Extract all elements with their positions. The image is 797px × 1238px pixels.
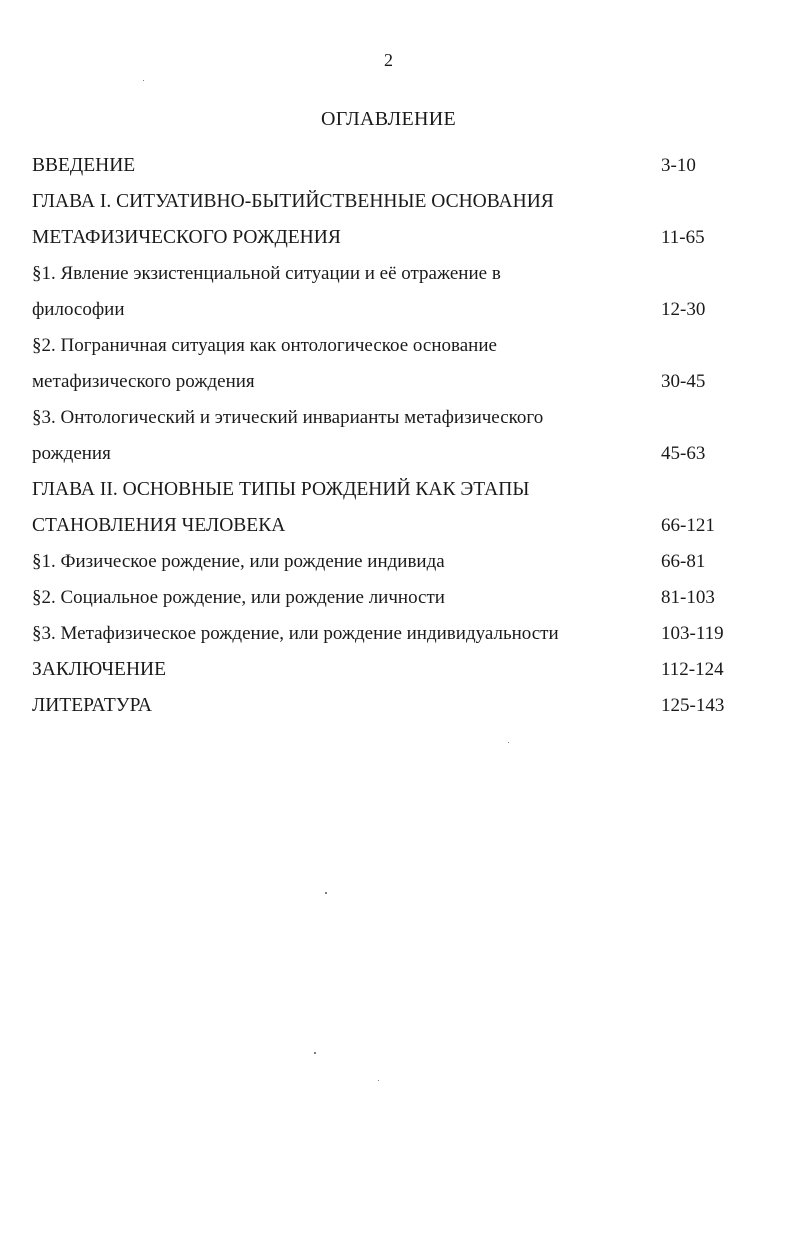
toc-entry-chapter-1 bbox=[32, 184, 732, 220]
scan-speck bbox=[314, 1052, 316, 1054]
toc-entry-text: §1. Физическое рождение, или рождение индивида bbox=[32, 551, 445, 572]
toc-entry-text: ЗАКЛЮЧЕНИЕ bbox=[32, 659, 167, 680]
toc-entry-chapter-2-cont bbox=[32, 508, 732, 544]
toc-entry-section-1-2 bbox=[32, 328, 732, 364]
toc-entry-introduction bbox=[32, 148, 732, 184]
scan-speck bbox=[325, 892, 327, 894]
toc-entry-pages: 81-103 bbox=[661, 587, 715, 608]
toc-entry-chapter-1-cont bbox=[32, 220, 732, 256]
toc-entry-pages: 66-121 bbox=[661, 515, 715, 536]
toc-entry-pages: 125-143 bbox=[661, 695, 725, 716]
toc-entry-text: метафизического рождения bbox=[32, 371, 255, 392]
page-number: 2 bbox=[384, 50, 393, 70]
toc-entry-text: рождения bbox=[32, 443, 111, 464]
toc-entry-text: философии bbox=[32, 299, 125, 320]
toc-entry-section-1-1-cont bbox=[32, 292, 732, 328]
toc-entry-pages: 11-65 bbox=[661, 227, 705, 248]
toc-entry-text: МЕТАФИЗИЧЕСКОГО РОЖДЕНИЯ bbox=[32, 227, 341, 248]
toc-entry-pages: 3-10 bbox=[661, 155, 696, 176]
toc-entry-pages: 103-119 bbox=[661, 623, 724, 644]
toc-entry-text: §1. Явление экзистенциальной ситуации и её отражение в bbox=[32, 263, 501, 284]
toc-entry-text: СТАНОВЛЕНИЯ ЧЕЛОВЕКА bbox=[32, 515, 286, 536]
toc-entry-section-1-3-cont bbox=[32, 436, 732, 472]
scan-speck bbox=[143, 80, 144, 81]
toc-entry-text: ЛИТЕРАТУРА bbox=[32, 695, 152, 716]
toc-entry-conclusion bbox=[32, 652, 732, 688]
toc-entry-pages: 66-81 bbox=[661, 551, 706, 572]
toc-entry-text: ГЛАВА I. СИТУАТИВНО-БЫТИЙСТВЕННЫЕ ОСНОВАНИЯ bbox=[32, 191, 554, 212]
toc-entry-chapter-2 bbox=[32, 472, 732, 508]
toc-entry-text: ВВЕДЕНИЕ bbox=[32, 155, 136, 176]
page-title: ОГЛАВЛЕНИЕ bbox=[321, 108, 456, 130]
toc-entry-section-1-2-cont bbox=[32, 364, 732, 400]
toc-entry-pages: 12-30 bbox=[661, 299, 706, 320]
toc-entry-pages: 30-45 bbox=[661, 371, 706, 392]
table-of-contents bbox=[32, 148, 732, 724]
toc-entry-section-1-1 bbox=[32, 256, 732, 292]
toc-entry-section-2-2 bbox=[32, 580, 732, 616]
scan-speck bbox=[378, 1080, 379, 1081]
toc-entry-literature bbox=[32, 688, 732, 724]
toc-entry-text: ГЛАВА II. ОСНОВНЫЕ ТИПЫ РОЖДЕНИЙ КАК ЭТАПЫ bbox=[32, 479, 530, 500]
toc-entry-pages: 45-63 bbox=[661, 443, 706, 464]
toc-entry-section-2-3 bbox=[32, 616, 732, 652]
toc-entry-text: §2. Пограничная ситуация как онтологическое основание bbox=[32, 335, 497, 356]
toc-entry-text: §3. Онтологический и этический инварианты метафизического bbox=[32, 407, 544, 428]
toc-entry-text: §3. Метафизическое рождение, или рождение индивидуальности bbox=[32, 623, 559, 644]
toc-entry-pages: 112-124 bbox=[661, 659, 724, 680]
toc-entry-text: §2. Социальное рождение, или рождение личности bbox=[32, 587, 445, 608]
toc-entry-section-2-1 bbox=[32, 544, 732, 580]
toc-entry-section-1-3 bbox=[32, 400, 732, 436]
scan-speck bbox=[508, 742, 509, 743]
